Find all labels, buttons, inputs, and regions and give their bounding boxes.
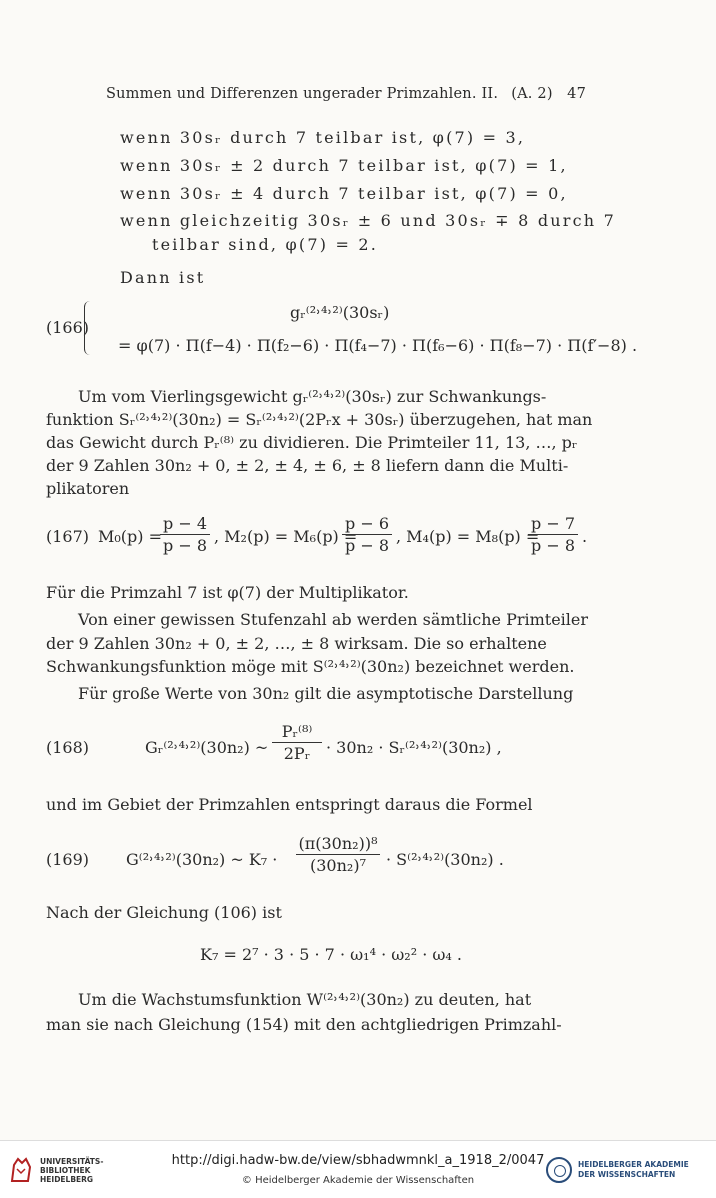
fraction-167-3	[528, 514, 578, 555]
para2: Für die Primzahl 7 ist φ(7) der Multiplikator.	[46, 583, 409, 602]
para6: Nach der Gleichung (106) ist	[46, 903, 282, 922]
condition-line-1: wenn 30sᵣ durch 7 teilbar ist, φ(7) = 3,	[120, 128, 526, 147]
fraction-167-1-num: p − 4	[163, 514, 207, 533]
para4: Für große Werte von 30n₂ gilt die asymptotische Darstellung	[78, 684, 574, 703]
fraction-169-num: (π(30n₂))⁸	[298, 834, 378, 853]
equation-167-m4: , M₄(p) = M₈(p) =	[396, 527, 540, 546]
para3-line3: Schwankungsfunktion möge mit S⁽²˒⁴˒²⁾(30n₂) bezeichnet werden.	[46, 657, 575, 676]
fraction-169	[296, 834, 380, 875]
fraction-167-2-den: p − 8	[345, 536, 389, 555]
equation-number-167: (167)	[46, 527, 90, 546]
para7-line1: Um die Wachstumsfunktion W⁽²˒⁴˒²⁾(30n₂) zu deuten, hat	[78, 990, 532, 1009]
para3-line2: der 9 Zahlen 30n₂ + 0, ± 2, …, ± 8 wirksam. Die so erhaltene	[46, 634, 547, 653]
header-right	[511, 86, 586, 102]
fraction-167-3-num: p − 7	[531, 514, 575, 533]
equation-168-rhs: · 30n₂ · Sᵣ⁽²˒⁴˒²⁾(30n₂) ,	[326, 738, 502, 757]
fraction-169-den: (30n₂)⁷	[310, 856, 366, 875]
equation-168-lhs: Gᵣ⁽²˒⁴˒²⁾(30n₂) ~	[145, 738, 269, 757]
equation-167-m2: , M₂(p) = M₆(p) =	[214, 527, 358, 546]
header-title: Summen und Differenzen ungerader Primzahlen. II.	[106, 86, 499, 102]
equation-169-lhs: G⁽²˒⁴˒²⁾(30n₂) ~ K₇ ·	[126, 850, 278, 869]
equation-169-rhs: · S⁽²˒⁴˒²⁾(30n₂) .	[386, 850, 504, 869]
header-page-number: 47	[567, 86, 586, 102]
viewer-footer	[0, 1140, 716, 1198]
para1-line4: der 9 Zahlen 30n₂ + 0, ± 2, ± 4, ± 6, ± 8 liefern dann die Multi-	[46, 456, 569, 475]
para1-line5: plikatoren	[46, 479, 130, 498]
equation-166-top: gᵣ⁽²˒⁴˒²⁾(30sᵣ)	[290, 303, 390, 322]
library-logo-text: UNIVERSITÄTS- BIBLIOTHEK HEIDELBERG	[40, 1156, 104, 1184]
condition-line-2: wenn 30sᵣ ± 2 durch 7 teilbar ist, φ(7) = 1,	[120, 156, 568, 175]
academy-logo-text: HEIDELBERGER AKADEMIE DER WISSENSCHAFTEN	[578, 1160, 689, 1179]
fraction-168	[272, 722, 322, 763]
fraction-167-1-den: p − 8	[163, 536, 207, 555]
fraction-168-den: 2Pᵣ	[283, 744, 311, 763]
fraction-167-3-den: p − 8	[531, 536, 575, 555]
para7-line2: man sie nach Gleichung (154) mit den achtgliedrigen Primzahl-	[46, 1015, 562, 1034]
running-header	[106, 86, 586, 102]
para5: und im Gebiet der Primzahlen entspringt daraus die Formel	[46, 795, 533, 814]
equation-k7: K₇ = 2⁷ · 3 · 5 · 7 · ω₁⁴ · ω₂² · ω₄ .	[200, 945, 463, 964]
header-section: (A. 2)	[511, 86, 553, 102]
brace-166	[84, 301, 95, 355]
equation-166-bottom: = φ(7) · Π(f−4) · Π(f₂−6) · Π(f₄−7) · Π(f₆−6) · Π(f₈−7) · Π(f′−8) .	[118, 336, 638, 355]
permalink-url[interactable]: http://digi.hadw-bw.de/view/sbhadwmnkl_a_1918_2/0047	[171, 1153, 545, 1168]
para1-line2: funktion Sᵣ⁽²˒⁴˒²⁾(30n₂) = Sᵣ⁽²˒⁴˒²⁾(2Pᵣx + 30sᵣ) überzugehen, hat man	[46, 410, 593, 429]
para1-line1: Um vom Vierlingsgewicht gᵣ⁽²˒⁴˒²⁾(30sᵣ) zur Schwankungs-	[78, 387, 547, 406]
para1-line3: das Gewicht durch Pᵣ⁽⁸⁾ zu dividieren. Die Primteiler 11, 13, …, pᵣ	[46, 433, 578, 452]
dann-ist: Dann ist	[120, 268, 206, 287]
condition-line-4b: teilbar sind, φ(7) = 2.	[152, 235, 379, 254]
academy-seal-icon	[546, 1157, 572, 1183]
fraction-168-num: Pᵣ⁽⁸⁾	[281, 722, 313, 741]
equation-number-166: (166)	[46, 318, 90, 337]
copyright-text: © Heidelberger Akademie der Wissenschaften	[241, 1175, 475, 1186]
equation-number-169: (169)	[46, 850, 90, 869]
academy-logo[interactable]	[546, 1155, 708, 1185]
condition-line-4a: wenn gleichzeitig 30sᵣ ± 6 und 30sᵣ ∓ 8 durch 7	[120, 211, 616, 230]
fraction-167-1	[160, 514, 210, 555]
condition-line-3: wenn 30sᵣ ± 4 durch 7 teilbar ist, φ(7) = 0,	[120, 184, 568, 203]
equation-167-m0: M₀(p) =	[98, 527, 163, 546]
equation-167-end: .	[582, 527, 588, 546]
para3-line1: Von einer gewissen Stufenzahl ab werden sämtliche Primteiler	[78, 610, 589, 629]
fraction-167-2-num: p − 6	[345, 514, 389, 533]
equation-number-168: (168)	[46, 738, 90, 757]
fraction-167-2	[342, 514, 392, 555]
